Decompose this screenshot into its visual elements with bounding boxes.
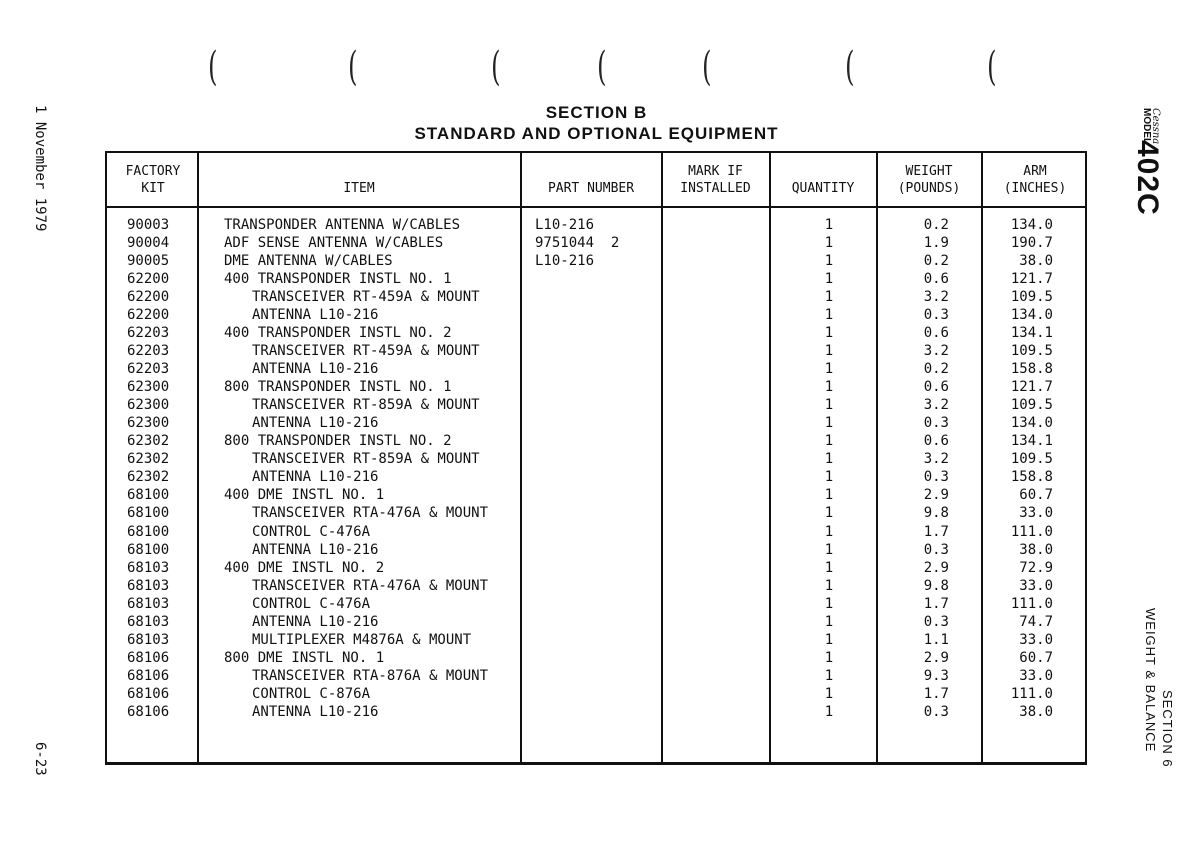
weight-cell: 2.9	[923, 487, 949, 504]
kit-cell: 62300	[127, 397, 170, 414]
kit-cell: 90005	[127, 253, 170, 270]
weight-cell: 0.3	[923, 613, 949, 630]
quantity-cell: 1	[824, 325, 834, 342]
arm-cell: 134.1	[1010, 325, 1053, 342]
arm-cell: 109.5	[1010, 289, 1053, 306]
weight-cell: 2.9	[923, 559, 949, 576]
table-row	[107, 216, 1085, 234]
kit-cell: 62200	[127, 289, 170, 306]
kit-cell: 68106	[127, 649, 170, 666]
binder-mark: (	[348, 44, 358, 90]
kit-cell: 62300	[127, 415, 170, 432]
arm-cell: 72.9	[1019, 559, 1053, 576]
item-cell: 800 DME INSTL NO. 1	[224, 649, 385, 666]
item-cell: TRANSCEIVER RT-459A & MOUNT	[252, 343, 480, 360]
table-row	[107, 234, 1085, 252]
quantity-cell: 1	[824, 649, 834, 666]
weight-cell: 0.6	[923, 433, 949, 450]
item-cell: CONTROL C-476A	[252, 523, 371, 540]
arm-cell: 38.0	[1019, 253, 1053, 270]
arm-cell: 111.0	[1010, 523, 1053, 540]
arm-cell: 111.0	[1010, 685, 1053, 702]
quantity-cell: 1	[824, 397, 834, 414]
part-number-cell: 9751044 2	[535, 235, 620, 252]
weight-cell: 1.7	[923, 685, 949, 702]
kit-cell: 62302	[127, 433, 170, 450]
weight-cell: 1.9	[923, 235, 949, 252]
quantity-cell: 1	[824, 595, 834, 612]
arm-cell: 74.7	[1019, 613, 1053, 630]
table-row	[107, 306, 1085, 324]
table-row	[107, 523, 1085, 541]
arm-cell: 158.8	[1010, 361, 1053, 378]
quantity-cell: 1	[824, 343, 834, 360]
table-row	[107, 541, 1085, 559]
item-cell: 400 DME INSTL NO. 1	[224, 487, 385, 504]
arm-cell: 60.7	[1019, 487, 1053, 504]
arm-cell: 60.7	[1019, 649, 1053, 666]
quantity-cell: 1	[824, 613, 834, 630]
weight-cell: 0.2	[923, 253, 949, 270]
quantity-cell: 1	[824, 505, 834, 522]
table-row	[107, 396, 1085, 414]
item-cell: ANTENNA L10-216	[252, 307, 379, 324]
table-row	[107, 577, 1085, 595]
binder-mark: (	[597, 44, 607, 90]
item-cell: TRANSCEIVER RT-459A & MOUNT	[252, 289, 480, 306]
arm-cell: 109.5	[1010, 343, 1053, 360]
quantity-cell: 1	[824, 469, 834, 486]
quantity-cell: 1	[824, 559, 834, 576]
item-cell: 800 TRANSPONDER INSTL NO. 1	[224, 379, 452, 396]
quantity-cell: 1	[824, 361, 834, 378]
arm-cell: 33.0	[1019, 505, 1053, 522]
table-row	[107, 667, 1085, 685]
item-cell: TRANSPONDER ANTENNA W/CABLES	[224, 217, 461, 233]
kit-cell: 68103	[127, 595, 170, 612]
arm-cell: 111.0	[1010, 595, 1053, 612]
quantity-cell: 1	[824, 415, 834, 432]
item-cell: TRANSCEIVER RTA-476A & MOUNT	[252, 577, 489, 594]
page-date: 1 November 1979	[32, 105, 48, 232]
weight-cell: 3.2	[923, 397, 949, 414]
arm-cell: 33.0	[1019, 667, 1053, 684]
item-cell: ANTENNA L10-216	[252, 361, 379, 378]
weight-cell: 1.7	[923, 595, 949, 612]
weight-cell: 0.3	[923, 415, 949, 432]
weight-cell: 0.2	[923, 217, 949, 233]
header-divider	[107, 206, 1085, 208]
brand-name: Cessna	[1150, 108, 1161, 145]
part-number-cell: L10-216	[535, 253, 595, 270]
table-row	[107, 450, 1085, 468]
table-row	[107, 685, 1085, 703]
table-row	[107, 252, 1085, 270]
binder-mark: (	[491, 44, 501, 90]
header-part-number: PART NUMBER	[547, 181, 635, 196]
item-cell: ANTENNA L10-216	[252, 613, 379, 630]
model-label: MODEL	[1141, 108, 1152, 145]
item-cell: ADF SENSE ANTENNA W/CABLES	[224, 235, 444, 252]
binder-mark: (	[845, 44, 855, 90]
quantity-cell: 1	[824, 685, 834, 702]
quantity-cell: 1	[824, 541, 834, 558]
arm-cell: 33.0	[1019, 631, 1053, 648]
table-row	[107, 468, 1085, 486]
item-cell: CONTROL C-876A	[252, 685, 371, 702]
kit-cell: 62302	[127, 469, 170, 486]
binder-mark: (	[702, 44, 712, 90]
table-row	[107, 288, 1085, 306]
binder-mark: (	[208, 44, 218, 90]
item-cell: 400 TRANSPONDER INSTL NO. 2	[224, 325, 452, 342]
item-cell: 400 DME INSTL NO. 2	[224, 559, 385, 576]
arm-cell: 33.0	[1019, 577, 1053, 594]
table-row	[107, 360, 1085, 378]
arm-cell: 158.8	[1010, 469, 1053, 486]
item-cell: TRANSCEIVER RTA-876A & MOUNT	[252, 667, 489, 684]
arm-cell: 134.0	[1010, 415, 1053, 432]
table-row	[107, 342, 1085, 360]
quantity-cell: 1	[824, 433, 834, 450]
kit-cell: 62200	[127, 307, 170, 324]
table-row	[107, 270, 1085, 288]
weight-cell: 3.2	[923, 451, 949, 468]
table-row	[107, 324, 1085, 342]
quantity-cell: 1	[824, 217, 834, 233]
arm-cell: 109.5	[1010, 397, 1053, 414]
item-cell: CONTROL C-476A	[252, 595, 371, 612]
quantity-cell: 1	[824, 451, 834, 468]
part-number-cell: L10-216	[535, 217, 595, 233]
weight-cell: 3.2	[923, 289, 949, 306]
section-subtitle: STANDARD AND OPTIONAL EQUIPMENT	[414, 124, 779, 143]
equipment-table	[105, 151, 1087, 765]
quantity-cell: 1	[824, 379, 834, 396]
weight-cell: 0.3	[923, 703, 949, 720]
table-row	[107, 595, 1085, 613]
quantity-cell: 1	[824, 667, 834, 684]
item-cell: ANTENNA L10-216	[252, 541, 379, 558]
weight-cell: 2.9	[923, 649, 949, 666]
quantity-cell: 1	[824, 631, 834, 648]
kit-cell: 62302	[127, 451, 170, 468]
item-cell: ANTENNA L10-216	[252, 415, 379, 432]
quantity-cell: 1	[824, 235, 834, 252]
weight-cell: 1.1	[923, 631, 949, 648]
weight-cell: 0.3	[923, 541, 949, 558]
quantity-cell: 1	[824, 703, 834, 720]
item-cell: TRANSCEIVER RT-859A & MOUNT	[252, 397, 480, 414]
kit-cell: 68103	[127, 613, 170, 630]
quantity-cell: 1	[824, 307, 834, 324]
item-cell: MULTIPLEXER M4876A & MOUNT	[252, 631, 472, 648]
table-row	[107, 559, 1085, 577]
weight-cell: 9.8	[923, 577, 949, 594]
weight-cell: 0.3	[923, 469, 949, 486]
kit-cell: 62203	[127, 325, 170, 342]
arm-cell: 38.0	[1019, 541, 1053, 558]
weight-cell: 0.3	[923, 307, 949, 324]
table-row	[107, 486, 1085, 504]
table-row	[107, 378, 1085, 396]
arm-cell: 121.7	[1010, 379, 1053, 396]
arm-cell: 121.7	[1010, 271, 1053, 288]
quantity-cell: 1	[824, 577, 834, 594]
section-name: WEIGHT & BALANCE	[1143, 608, 1158, 753]
arm-cell: 134.0	[1010, 307, 1053, 324]
header-factory-kit: FACTORY KIT	[125, 164, 181, 196]
quantity-cell: 1	[824, 289, 834, 306]
kit-cell: 68100	[127, 523, 170, 540]
arm-cell: 38.0	[1019, 703, 1053, 720]
header-mark-if-installed: MARK IF INSTALLED	[680, 164, 751, 196]
item-cell: ANTENNA L10-216	[252, 703, 379, 720]
weight-cell: 0.6	[923, 325, 949, 342]
table-row	[107, 414, 1085, 432]
header-item: ITEM	[343, 181, 375, 196]
weight-cell: 1.7	[923, 523, 949, 540]
kit-cell: 68106	[127, 667, 170, 684]
kit-cell: 90004	[127, 235, 170, 252]
table-row	[107, 432, 1085, 450]
kit-cell: 62200	[127, 271, 170, 288]
item-cell: 400 TRANSPONDER INSTL NO. 1	[224, 271, 452, 288]
kit-cell: 68100	[127, 505, 170, 522]
kit-cell: 68106	[127, 685, 170, 702]
section-title: SECTION B	[545, 103, 648, 122]
kit-cell: 68103	[127, 559, 170, 576]
quantity-cell: 1	[824, 271, 834, 288]
table-row	[107, 504, 1085, 522]
quantity-cell: 1	[824, 523, 834, 540]
arm-cell: 190.7	[1010, 235, 1053, 252]
weight-cell: 0.6	[923, 379, 949, 396]
kit-cell: 68100	[127, 487, 170, 504]
item-cell: DME ANTENNA W/CABLES	[224, 253, 393, 270]
arm-cell: 134.1	[1010, 433, 1053, 450]
weight-cell: 3.2	[923, 343, 949, 360]
kit-cell: 62203	[127, 343, 170, 360]
kit-cell: 62203	[127, 361, 170, 378]
header-weight: WEIGHT (POUNDS)	[897, 164, 961, 196]
kit-cell: 68103	[127, 577, 170, 594]
weight-cell: 0.2	[923, 361, 949, 378]
table-row	[107, 613, 1085, 631]
item-cell: 800 TRANSPONDER INSTL NO. 2	[224, 433, 452, 450]
table-row	[107, 703, 1085, 721]
item-cell: ANTENNA L10-216	[252, 469, 379, 486]
kit-cell: 68103	[127, 631, 170, 648]
table-row	[107, 649, 1085, 667]
model-number: 402C	[1131, 140, 1164, 216]
arm-cell: 134.0	[1010, 217, 1053, 233]
section-number: SECTION 6	[1160, 690, 1175, 768]
kit-cell: 68100	[127, 541, 170, 558]
kit-cell: 68106	[127, 703, 170, 720]
header-quantity: QUANTITY	[791, 181, 855, 196]
kit-cell: 62300	[127, 379, 170, 396]
weight-cell: 0.6	[923, 271, 949, 288]
header-arm: ARM (INCHES)	[1003, 164, 1067, 196]
binder-mark: (	[987, 44, 997, 90]
table-row	[107, 631, 1085, 649]
quantity-cell: 1	[824, 253, 834, 270]
item-cell: TRANSCEIVER RT-859A & MOUNT	[252, 451, 480, 468]
kit-cell: 90003	[127, 217, 170, 233]
weight-cell: 9.8	[923, 505, 949, 522]
item-cell: TRANSCEIVER RTA-476A & MOUNT	[252, 505, 489, 522]
page-number: 6-23	[32, 742, 48, 776]
quantity-cell: 1	[824, 487, 834, 504]
weight-cell: 9.3	[923, 667, 949, 684]
arm-cell: 109.5	[1010, 451, 1053, 468]
